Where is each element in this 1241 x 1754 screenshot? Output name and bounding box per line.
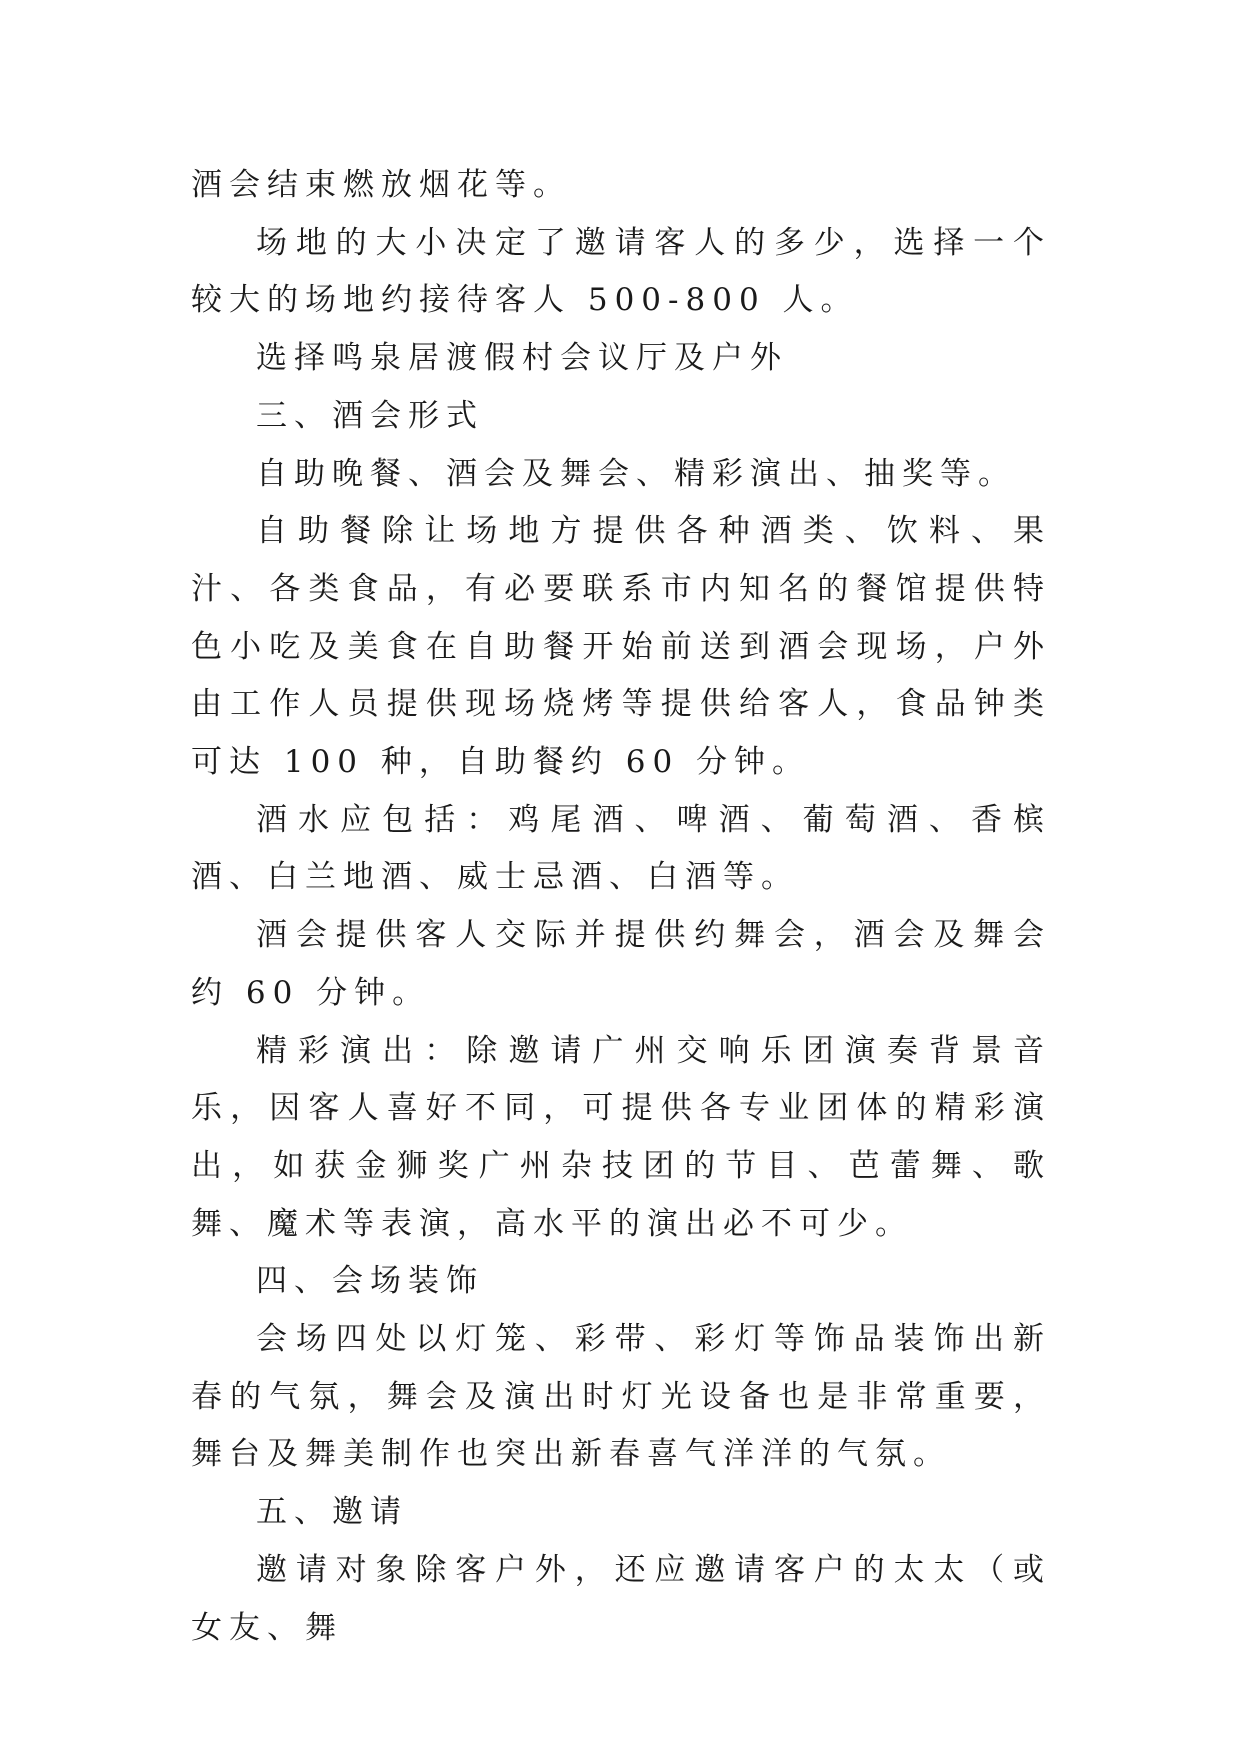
paragraph-venue-size: 场地的大小决定了邀请客人的多少，选择一个较大的场地约接待客人 500-800 人。 [191, 224, 1051, 319]
paragraph-venue-choice: 选择鸣泉居渡假村会议厅及户外 [256, 340, 788, 377]
paragraph-performance: 精彩演出：除邀请广州交响乐团演奏背景音乐，因客人喜好不同，可提供各专业团体的精彩演出，如获金狮奖广州杂技团的节目、芭蕾舞、歌舞、魔术等表演，高水平的演出必不可少。 [191, 1032, 1051, 1242]
paragraph-drinks: 酒水应包括：鸡尾酒、啤酒、葡萄酒、香槟酒、白兰地酒、威士忌酒、白酒等。 [191, 801, 1051, 896]
section-heading-invitation: 五、邀请 [256, 1494, 408, 1531]
section-heading-decoration: 四、会场装饰 [256, 1263, 484, 1300]
section-heading-format: 三、酒会形式 [256, 397, 484, 434]
paragraph-buffet: 自助餐除让场地方提供各种酒类、饮料、果汁、各类食品，有必要联系市内知名的餐馆提供特色小吃及美食在自助餐开始前送到酒会现场，户外由工作人员提供现场烧烤等提供给客人，食品钟类可达 100 种，自助餐约 60 分钟。 [191, 513, 1051, 781]
paragraph-dance: 酒会提供客人交际并提供约舞会，酒会及舞会约 60 分钟。 [191, 917, 1051, 1011]
paragraph-format-list: 自助晚餐、酒会及舞会、精彩演出、抽奖等。 [256, 455, 1016, 492]
document-body [191, 157, 1051, 1657]
paragraph-continuation: 酒会结束燃放烟花等。 [191, 167, 571, 203]
paragraph-invitation: 邀请对象除客户外，还应邀请客户的太太（或女友、舞 [191, 1551, 1051, 1646]
paragraph-decoration: 会场四处以灯笼、彩带、彩灯等饰品装饰出新春的气氛，舞会及演出时灯光设备也是非常重要，舞台及舞美制作也突出新春喜气洋洋的气氛。 [191, 1321, 1051, 1473]
